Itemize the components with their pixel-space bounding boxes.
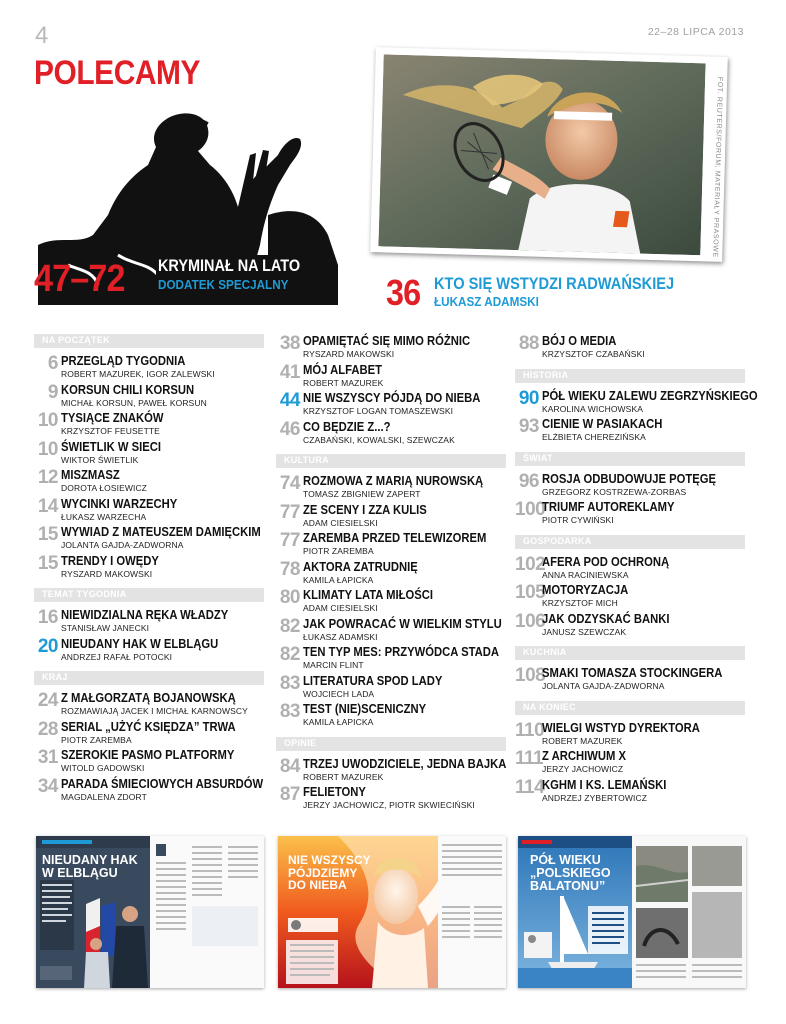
toc-page-number: 108 xyxy=(515,665,546,686)
page-number: 4 xyxy=(35,22,49,49)
toc-page-number: 6 xyxy=(47,353,58,374)
toc-column-3 xyxy=(515,333,758,812)
toc-entry[interactable] xyxy=(34,525,274,554)
category-header: ŚWIAT xyxy=(515,452,745,466)
toc-page-number: 10 xyxy=(37,410,58,431)
thumbnail-niebo[interactable] xyxy=(278,836,506,988)
toc-author: PIOTR ZAREMBA xyxy=(303,546,374,556)
toc-page-number: 74 xyxy=(279,473,300,494)
toc-column-1 xyxy=(34,334,274,811)
toc-page-number: 44 xyxy=(279,390,300,411)
toc-author: ROBERT MAZUREK xyxy=(303,771,384,782)
toc-entry[interactable] xyxy=(276,702,516,731)
category-header: TEMAT TYGODNIA xyxy=(34,588,264,602)
toc-page-number: 38 xyxy=(279,333,300,354)
category-header: OPINIE xyxy=(276,737,506,751)
tennis-player-photo xyxy=(378,54,705,255)
toc-title: KORSUN CHILI KORSUN xyxy=(61,382,195,397)
section-gap xyxy=(515,806,755,812)
toc-title: SZEROKIE PASMO PLATFORMY xyxy=(61,748,235,762)
toc-page-number: 16 xyxy=(37,607,58,628)
toc-author: ŁUKASZ ADAMSKI xyxy=(303,631,378,642)
toc-entry[interactable] xyxy=(515,583,755,612)
toc-title: MISZMASZ xyxy=(61,468,120,482)
toc-title: ZAREMBA PRZED TELEWIZOREM xyxy=(303,531,487,545)
toc-page-number: 82 xyxy=(279,615,300,637)
toc-author: JOLANTA GAJDA-ZADWORNA xyxy=(542,681,665,691)
toc-entry[interactable] xyxy=(515,472,755,501)
toc-entry[interactable] xyxy=(276,474,516,503)
toc-column-2 xyxy=(276,334,516,820)
toc-page-number: 12 xyxy=(37,467,58,488)
toc-title: TRIUMF AUTOREKLAMY xyxy=(542,500,675,514)
toc-entry[interactable] xyxy=(276,420,516,449)
category-header: KUCHNIA xyxy=(515,646,745,660)
toc-entry[interactable] xyxy=(276,334,516,363)
toc-title: KGHM I KS. LEMAŃSKI xyxy=(542,777,667,792)
toc-title: Z ARCHIWUM X xyxy=(542,749,626,763)
toc-page-number: 9 xyxy=(47,381,58,403)
tennis-photo-frame xyxy=(370,47,728,262)
toc-title: ROZMOWA Z MARIĄ NUROWSKĄ xyxy=(303,474,484,488)
toc-title: MÓJ ALFABET xyxy=(303,362,382,377)
toc-title: TEN TYP MES: PRZYWÓDCA STADA xyxy=(303,645,500,659)
toc-entry[interactable] xyxy=(515,612,755,641)
toc-entry[interactable] xyxy=(276,560,516,589)
toc-title: Z MAŁGORZATĄ BOJANOWSKĄ xyxy=(61,691,236,705)
toc-entry[interactable] xyxy=(34,497,274,526)
toc-page-number: 10 xyxy=(37,438,58,460)
toc-author: PIOTR ZAREMBA xyxy=(61,734,132,745)
toc-title: NIEUDANY HAK W ELBLĄGU xyxy=(61,636,219,651)
category-header: NA KONIEC xyxy=(515,701,745,715)
toc-page-number: 28 xyxy=(37,718,58,740)
toc-page-number: 31 xyxy=(37,747,58,768)
toc-entry[interactable] xyxy=(276,645,516,674)
toc-page-number: 78 xyxy=(279,558,300,580)
toc-entry[interactable] xyxy=(276,785,516,814)
toc-author: ROBERT MAZUREK xyxy=(542,735,623,746)
toc-title: TEST (NIE)SCENICZNY xyxy=(303,702,427,716)
toc-author: WIKTOR ŚWIETLIK xyxy=(61,454,139,465)
toc-author: ROZMAWIAJĄ JACEK I MICHAŁ KARNOWSCY xyxy=(61,706,248,716)
toc-page-number: 82 xyxy=(279,644,300,665)
feature-radwanska-title: KTO SIĘ WSTYDZI RADWAŃSKIEJ xyxy=(434,274,675,293)
category-header: KULTURA xyxy=(276,454,506,468)
toc-author: KAROLINA WICHOWSKA xyxy=(542,403,643,414)
toc-page-number: 46 xyxy=(279,418,300,440)
toc-title: KLIMATY LATA MIŁOŚCI xyxy=(303,588,433,602)
toc-title: JAK POWRACAĆ W WIELKIM STYLU xyxy=(303,616,502,631)
toc-author: JANUSZ SZEWCZAK xyxy=(542,626,627,637)
toc-author: ANDRZEJ ZYBERTOWICZ xyxy=(542,792,648,803)
toc-author: KRZYSZTOF FEUSETTE xyxy=(61,426,160,436)
toc-author: ANDRZEJ RAFAŁ POTOCKI xyxy=(61,651,173,662)
toc-entry[interactable] xyxy=(515,500,755,529)
toc-title: JAK ODZYSKAĆ BANKI xyxy=(542,611,670,626)
toc-title: PARADA ŚMIECIOWYCH ABSURDÓW xyxy=(61,776,264,791)
toc-title: MOTORYZACJA xyxy=(542,583,629,597)
toc-page-number: 24 xyxy=(37,690,58,711)
toc-entry[interactable] xyxy=(515,555,755,584)
toc-entry[interactable] xyxy=(34,383,274,412)
toc-entry[interactable] xyxy=(34,748,274,777)
toc-entry[interactable] xyxy=(34,440,274,469)
toc-author: RYSZARD MAKOWSKI xyxy=(303,349,395,359)
toc-title: WYCINKI WARZECHY xyxy=(61,496,178,511)
toc-page-number: 105 xyxy=(515,582,546,603)
toc-entry[interactable] xyxy=(276,588,516,617)
toc-entry[interactable] xyxy=(276,391,516,420)
toc-entry[interactable] xyxy=(276,757,516,786)
toc-entry[interactable] xyxy=(34,637,274,666)
toc-entry[interactable] xyxy=(34,720,274,749)
toc-entry[interactable] xyxy=(34,554,274,583)
toc-entry[interactable] xyxy=(34,777,274,806)
section-gap xyxy=(34,805,274,811)
toc-author: ADAM CIESIELSKI xyxy=(303,517,378,528)
toc-author: TOMASZ ZBIGNIEW ZAPERT xyxy=(303,489,421,499)
toc-author: KRZYSZTOF MICH xyxy=(542,598,618,608)
toc-title: PÓŁ WIEKU ZALEWU ZEGRZYŃSKIEGO xyxy=(542,388,758,403)
toc-entry[interactable] xyxy=(34,411,274,440)
toc-page-number: 15 xyxy=(37,524,58,545)
toc-title: SMAKI TOMASZA STOCKINGERA xyxy=(542,666,723,680)
toc-author: MAGDALENA ZDORT xyxy=(61,791,147,802)
toc-title: CIENIE W PASIAKACH xyxy=(542,417,663,431)
toc-author: ŁUKASZ WARZECHA xyxy=(61,511,147,522)
feature-radwanska-author: ŁUKASZ ADAMSKI xyxy=(434,294,539,309)
toc-entry[interactable] xyxy=(34,468,274,497)
toc-author: ANNA RACINIEWSKA xyxy=(542,569,629,580)
toc-page-number: 41 xyxy=(279,361,300,383)
toc-page-number: 110 xyxy=(515,719,545,741)
toc-title: FELIETONY xyxy=(303,785,366,799)
toc-author: STANISŁAW JANECKI xyxy=(61,623,150,633)
toc-title: WYWIAD Z MATEUSZEM DAMIĘCKIM xyxy=(61,525,261,539)
toc-page-number: 77 xyxy=(279,501,300,523)
toc-author: ELŻBIETA CHEREZIŃSKA xyxy=(542,432,646,442)
toc-entry[interactable] xyxy=(515,417,755,446)
toc-entry[interactable] xyxy=(515,749,755,778)
toc-page-number: 84 xyxy=(279,755,300,777)
toc-author: KAMILA ŁAPICKA xyxy=(303,574,374,585)
toc-title: BÓJ O MEDIA xyxy=(542,334,617,348)
toc-title: TRZEJ UWODZICIELE, JEDNA BAJKA xyxy=(303,756,507,771)
toc-page-number: 34 xyxy=(37,775,58,797)
issue-date: 22–28 LIPCA 2013 xyxy=(647,26,744,38)
toc-page-number: 114 xyxy=(515,776,545,798)
toc-author: JERZY JACHOWICZ xyxy=(542,764,624,774)
toc-author: CZABAŃSKI, KOWALSKI, SZEWCZAK xyxy=(303,434,455,445)
toc-page-number: 20 xyxy=(37,635,58,657)
toc-author: JOLANTA GAJDA-ZADWORNA xyxy=(61,540,184,550)
toc-title: OPAMIĘTAĆ SIĘ MIMO RÓŻNIC xyxy=(303,334,471,348)
toc-page-number: 96 xyxy=(518,470,539,492)
toc-title: NIEWIDZIALNA RĘKA WŁADZY xyxy=(61,608,229,622)
toc-author: MARCIN FLINT xyxy=(303,660,364,670)
toc-entry[interactable] xyxy=(515,387,758,418)
toc-title: AKTORA ZATRUDNIĘ xyxy=(303,559,418,574)
feature-radwanska-page: 36 xyxy=(386,272,421,313)
toc-page-number: 100 xyxy=(515,499,546,520)
toc-page-number: 77 xyxy=(279,530,300,551)
toc-title: ROSJA ODBUDOWUJE POTĘGĘ xyxy=(542,471,716,486)
toc-title: TRENDY I OWĘDY xyxy=(61,553,159,568)
thumbnail-elblag-headline: NIEUDANY HAK W ELBLĄGU xyxy=(42,853,138,881)
toc-page-number: 88 xyxy=(518,333,539,354)
feature-crime-title: KRYMINAŁ NA LATO xyxy=(158,256,301,275)
toc-page-number: 15 xyxy=(37,552,58,574)
toc-author: WITOLD GADOWSKI xyxy=(61,763,145,773)
toc-page-number: 106 xyxy=(515,610,546,632)
toc-page-number: 83 xyxy=(279,672,300,694)
thumbnail-balaton[interactable] xyxy=(518,836,746,988)
toc-page-number: 93 xyxy=(518,416,539,437)
toc-entry[interactable] xyxy=(34,691,274,720)
toc-entry[interactable] xyxy=(276,503,516,532)
toc-author: PIOTR CYWIŃSKI xyxy=(542,515,614,525)
toc-author: GRZEGORZ KOSTRZEWA-ZORBAS xyxy=(542,486,687,497)
toc-page-number: 111 xyxy=(515,748,544,769)
feature-crime-pages: 47–72 xyxy=(34,258,125,300)
toc-entry[interactable] xyxy=(34,354,274,383)
toc-entry[interactable] xyxy=(276,363,516,392)
toc-entry[interactable] xyxy=(276,531,516,560)
toc-entry[interactable] xyxy=(34,608,274,637)
toc-title: ŚWIETLIK W SIECI xyxy=(61,439,161,454)
thumbnail-niebo-headline: NIE WSZYSCY PÓJDZIEMY DO NIEBA xyxy=(288,853,371,893)
thumbnail-elblag[interactable] xyxy=(36,836,264,988)
toc-page-number: 14 xyxy=(37,495,58,517)
toc-entry[interactable] xyxy=(515,778,755,807)
toc-page-number: 90 xyxy=(518,387,539,409)
category-header: GOSPODARKA xyxy=(515,535,745,549)
section-gap xyxy=(276,814,516,820)
thumbnail-balaton-headline: PÓŁ WIEKU „POLSKIEGO BALATONU” xyxy=(530,853,611,894)
toc-title: SERIAL „UŻYĆ KSIĘDZA” TRWA xyxy=(61,719,236,734)
toc-author: ROBERT MAZUREK xyxy=(303,377,384,388)
photo-credit: FOT. REUTERS/FORUM; MATERIAŁY PRASOWE xyxy=(711,76,724,258)
toc-entry[interactable] xyxy=(515,666,755,695)
toc-title: CO BĘDZIE Z...? xyxy=(303,419,391,434)
toc-entry[interactable] xyxy=(515,334,755,363)
toc-title: WIELGI WSTYD DYREKTORA xyxy=(542,720,700,735)
toc-author: WOJCIECH LADA xyxy=(303,688,375,699)
toc-author: KRZYSZTOF LOGAN TOMASZEWSKI xyxy=(303,406,454,416)
toc-page-number: 80 xyxy=(279,587,300,608)
toc-title: LITERATURA SPOD LADY xyxy=(303,673,443,688)
category-header: KRAJ xyxy=(34,671,264,685)
toc-page-number: 87 xyxy=(279,784,300,805)
toc-page-number: 83 xyxy=(279,701,300,722)
toc-page-number: 102 xyxy=(515,553,546,575)
category-header: NA POCZĄTEK xyxy=(34,334,264,348)
toc-author: KRZYSZTOF CZABAŃSKI xyxy=(542,349,645,359)
feature-crime-subtitle: DODATEK SPECJALNY xyxy=(158,277,289,292)
toc-author: ADAM CIESIELSKI xyxy=(303,603,378,613)
toc-author: ROBERT MAZUREK, IGOR ZALEWSKI xyxy=(61,369,215,379)
toc-author: MICHAŁ KORSUN, PAWEŁ KORSUN xyxy=(61,397,207,408)
toc-title: PRZEGLĄD TYGODNIA xyxy=(61,354,186,368)
toc-author: JERZY JACHOWICZ, PIOTR SKWIECIŃSKI xyxy=(303,800,475,810)
section-title: POLECAMY xyxy=(34,54,201,92)
toc-entry[interactable] xyxy=(276,674,516,703)
toc-title: TYSIĄCE ZNAKÓW xyxy=(61,411,164,425)
toc-title: ZE SCENY I ZZA KULIS xyxy=(303,502,427,517)
toc-author: DOROTA ŁOSIEWICZ xyxy=(61,483,147,493)
category-header: HISTORIA xyxy=(515,369,745,383)
toc-entry[interactable] xyxy=(515,721,755,750)
toc-title: NIE WSZYSCY PÓJDĄ DO NIEBA xyxy=(303,391,481,405)
toc-entry[interactable] xyxy=(276,617,516,646)
toc-title: AFERA POD OCHRONĄ xyxy=(542,554,670,569)
toc-author: KAMILA ŁAPICKA xyxy=(303,717,374,727)
toc-author: RYSZARD MAKOWSKI xyxy=(61,568,153,579)
